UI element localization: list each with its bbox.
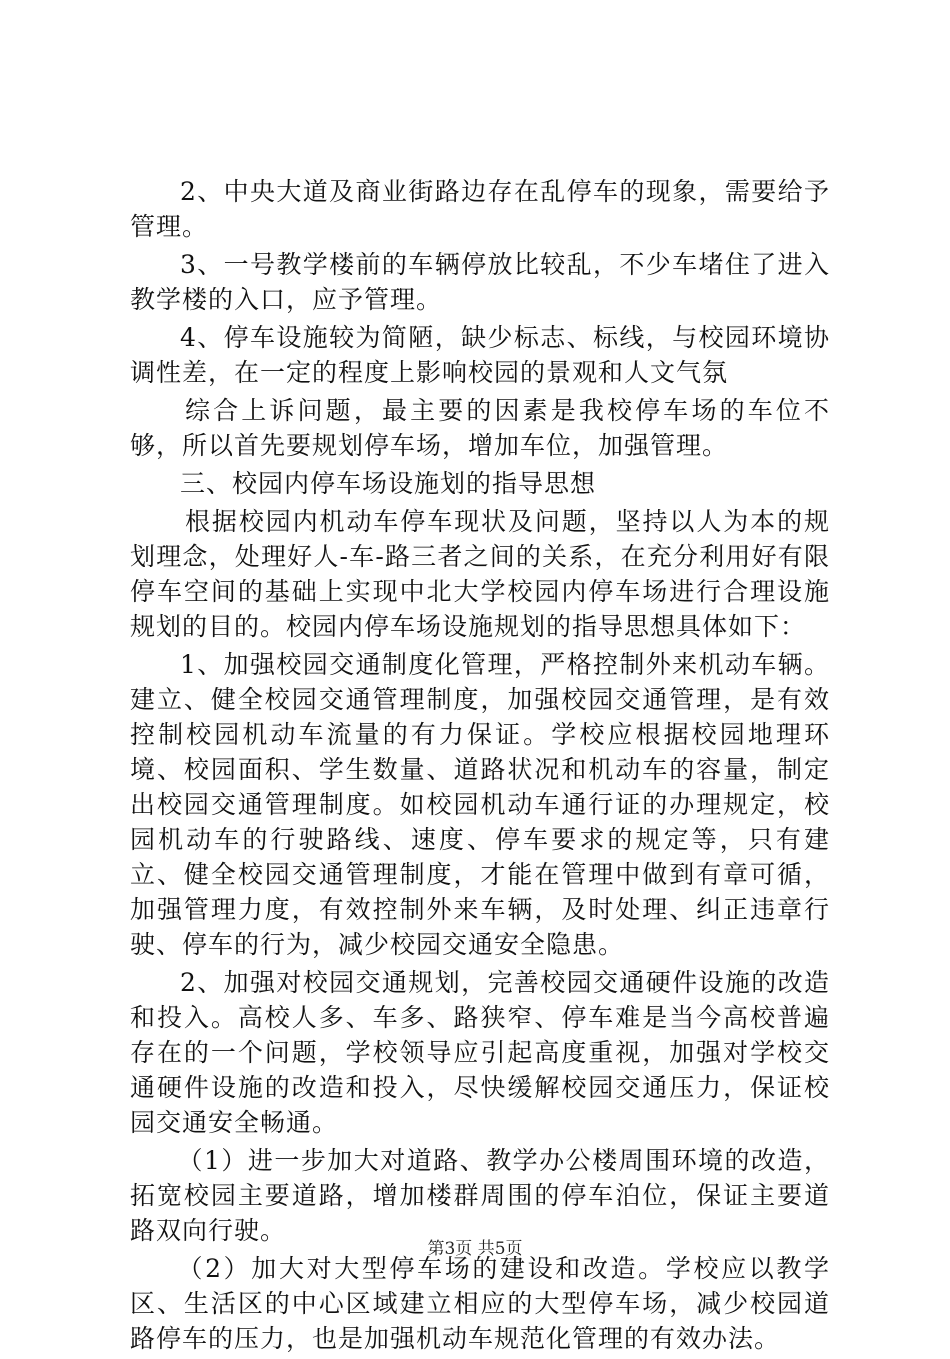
document-body xyxy=(130,174,830,1359)
paragraph-subpoint-1: （1）进一步加大对道路、教学办公楼周围环境的改造，拓宽校园主要道路，增加楼群周围的停车泊位，保证主要道路双向行驶。 xyxy=(130,1146,830,1245)
paragraph-item-2: 2、中央大道及商业街路边存在乱停车的现象，需要给予管理。 xyxy=(130,177,830,241)
paragraph-summary: 综合上诉问题，最主要的因素是我校停车场的车位不够，所以首先要规划停车场，增加车位，加强管理。 xyxy=(130,396,830,460)
paragraph-subpoint-2: （2）加大对大型停车场的建设和改造。学校应以教学区、生活区的中心区域建立相应的大型停车场，减少校园道路停车的压力，也是加强机动车规范化管理的有效办法。 xyxy=(130,1254,830,1353)
paragraph-guiding-intro: 根据校园内机动车停车现状及问题，坚持以人为本的规划理念，处理好人-车-路三者之间的关系，在充分利用好有限停车空间的基础上实现中北大学校园内停车场进行合理设施规划的目的。校园内停车场设施规划的指导思想具体如下： xyxy=(130,507,830,641)
page-number-footer: 第3页 共5页 xyxy=(427,1239,523,1259)
paragraph-point-1: 1、加强校园交通制度化管理，严格控制外来机动车辆。建立、健全校园交通管理制度，加强校园交通管理，是有效控制校园机动车流量的有力保证。学校应根据校园地理环境、校园面积、学生数量、道路状况和机动车的容量，制定出校园交通管理制度。如校园机动车通行证的办理规定，校园机动车的行驶路线、速度、停车要求的规定等，只有建立、健全校园交通管理制度，才能在管理中做到有章可循，加强管理力度，有效控制外来车辆，及时处理、纠正违章行驶、停车的行为，减少校园交通安全隐患。 xyxy=(130,650,830,959)
paragraph-item-4: 4、停车设施较为简陋，缺少标志、标线，与校园环境协调性差，在一定的程度上影响校园的景观和人文气氛 xyxy=(130,323,830,387)
paragraph-item-3: 3、一号教学楼前的车辆停放比较乱，不少车堵住了进入教学楼的入口，应予管理。 xyxy=(130,250,830,314)
section-heading-guiding-thought: 三、校园内停车场设施划的指导思想 xyxy=(180,469,597,498)
paragraph-point-2: 2、加强对校园交通规划，完善校园交通硬件设施的改造和投入。高校人多、车多、路狭窄、停车难是当今高校普遍存在的一个问题，学校领导应引起高度重视，加强对学校交通硬件设施的改造和投入，尽快缓解校园交通压力，保证校园交通安全畅通。 xyxy=(130,968,830,1137)
